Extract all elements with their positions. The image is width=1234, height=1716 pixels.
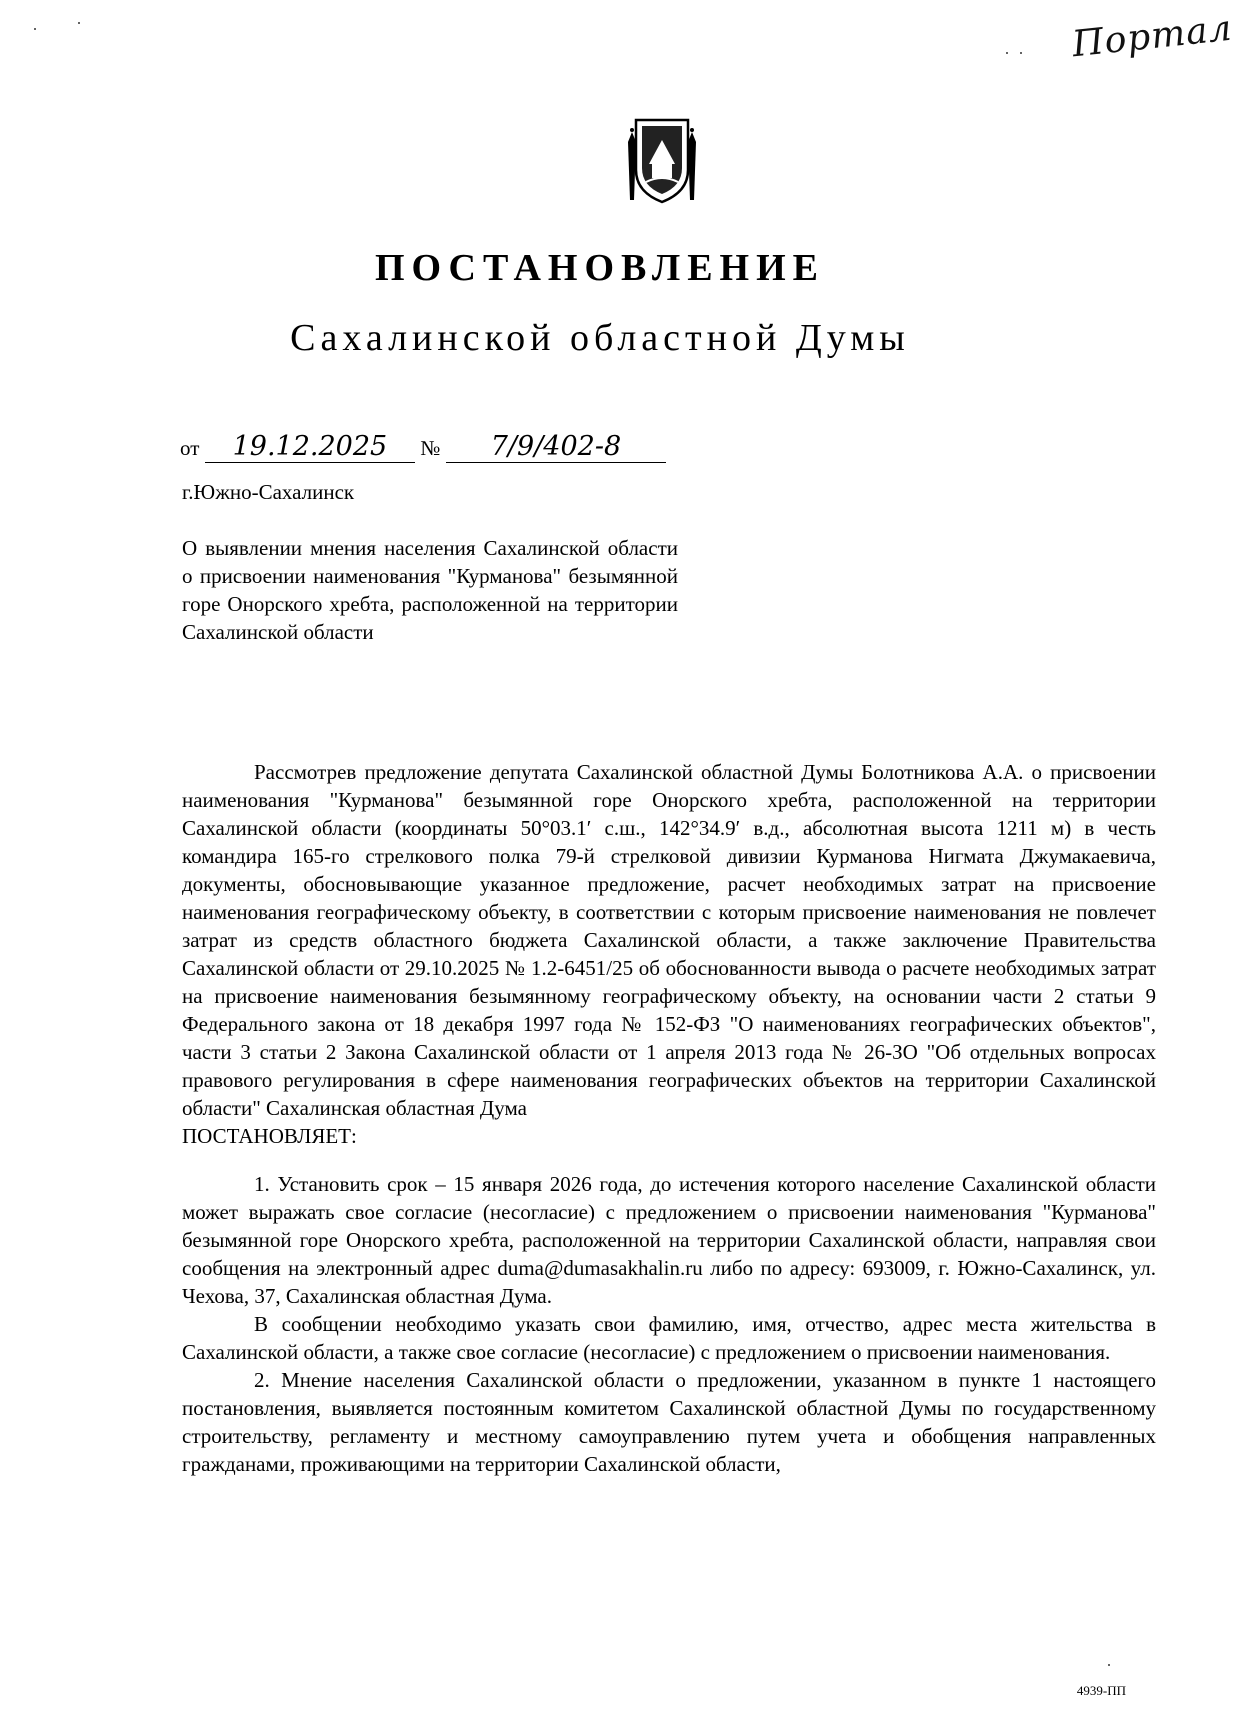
date-prefix: от bbox=[180, 436, 200, 460]
clause-1-paragraph: 1. Установить срок – 15 января 2026 года, до истечения которого население Сахалинской области может выражать свое согласие (несогласие) с предложением о присвоении наименования "Курманова" безымянной горе Онорского хребта, расположенной на территории Сахалинской области, направляя свои сообщения на электронный адрес duma@dumasakhalin.ru либо по адресу: 693009, г. Южно-Сахалинск, ул. Чехова, 37, Сахалинская областная Дума. bbox=[182, 1172, 1156, 1308]
number-value: 7/9/402-8 bbox=[446, 432, 666, 463]
coat-of-arms-icon bbox=[622, 112, 702, 208]
date-number-line bbox=[180, 432, 666, 463]
scan-speck bbox=[78, 22, 80, 24]
date-value: 19.12.2025 bbox=[205, 432, 415, 463]
preamble-paragraph: Рассмотрев предложение депутата Сахалинской областной Думы Болотникова А.А. о присвоении наименования "Курманова" безымянной горе Онорского хребта, расположенной на территории Сахалинской области (координаты 50°03.1′ с.ш., 142°34.9′ в.д., абсолютная высота 1211 м) в честь командира 165-го стрелкового полка 79-й стрелковой дивизии Курманова Нигмата Джумакаевича, документы, обосновывающие указанное предложение, расчет необходимых затрат на присвоение наименования географическому объекту, в соответствии с которым присвоение наименования не повлечет затрат из средств областного бюджета Сахалинской области, а также заключение Правительства Сахалинской области от 29.10.2025 № 1.2-6451/25 об обоснованности вывода о расчете необходимых затрат на присвоение наименования безымянному географическому объекту, на основании части 2 статьи 9 Федерального закона от 18 декабря 1997 года № 152-ФЗ "О наименованиях географических объектов", части 3 статьи 2 Закона Сахалинской области от 1 апреля 2013 года № 26-ЗО "Об отдельных вопросах правового регулирования в сфере наименования географических объектов на территории Сахалинской области" Сахалинская областная Дума bbox=[182, 760, 1156, 1120]
number-prefix: № bbox=[420, 436, 441, 460]
clause-2-paragraph: 2. Мнение населения Сахалинской области о предложении, указанном в пункте 1 настоящего постановления, выявляется постоянным комитетом Сахалинской областной Думы по государственному строительству, регламенту и местному самоуправлению путем учета и обобщения направленных гражданами, проживающими на территории Сахалинской области, bbox=[182, 1368, 1156, 1476]
scan-speck bbox=[1108, 1664, 1110, 1666]
document-subject: О выявлении мнения населения Сахалинской области о присвоении наименования "Курманова" безымянной горе Онорского хребта, расположенной на территории Сахалинской области bbox=[182, 536, 678, 644]
document-subtitle: Сахалинской областной Думы bbox=[290, 317, 910, 359]
scan-speck bbox=[1006, 52, 1008, 54]
resolves-heading: ПОСТАНОВЛЯЕТ: bbox=[182, 1124, 357, 1148]
city-line: г.Южно-Сахалинск bbox=[182, 480, 355, 504]
scan-speck bbox=[1020, 52, 1022, 54]
document-title: ПОСТАНОВЛЕНИЕ bbox=[374, 247, 826, 289]
footer-document-code: 4939-ПП bbox=[1076, 1683, 1126, 1698]
scan-speck bbox=[34, 28, 36, 30]
document-body bbox=[182, 758, 1156, 1478]
clause-1-note-paragraph: В сообщении необходимо указать свои фамилию, имя, отчество, адрес места жительства в Сахалинской области, а также свое согласие (несогласие) с предложением о присвоении наименования. bbox=[182, 1312, 1156, 1364]
handwritten-margin-note: Портал bbox=[1070, 7, 1234, 66]
